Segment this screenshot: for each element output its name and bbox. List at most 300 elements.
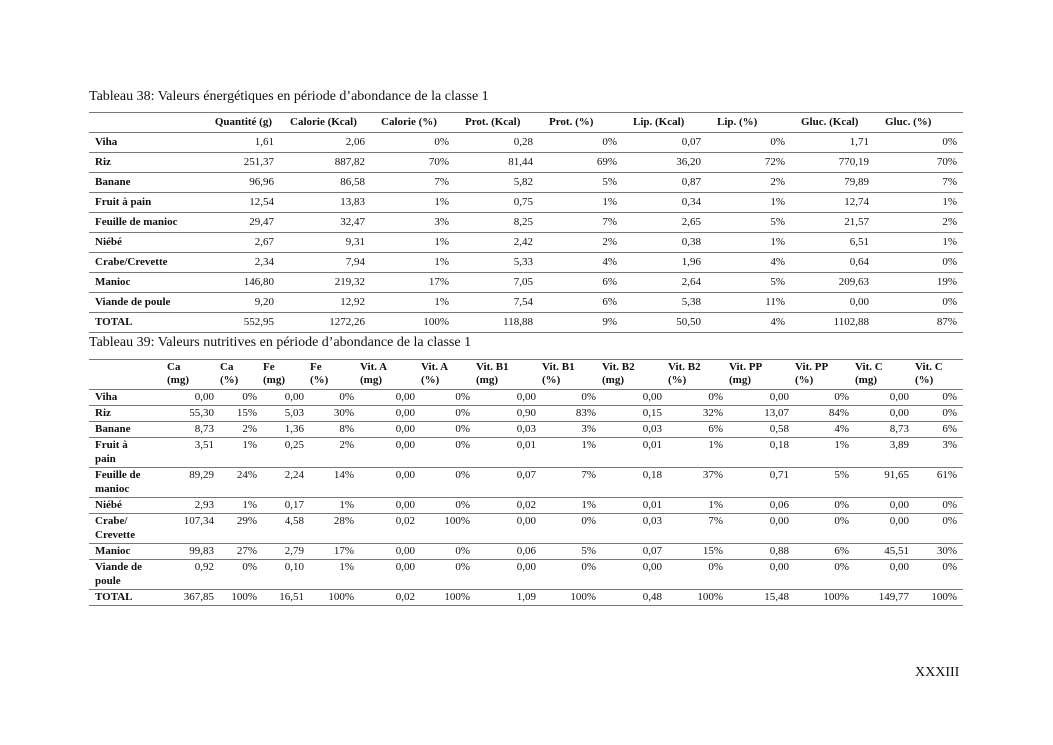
table-cell: 91,65: [884, 469, 909, 481]
table-cell: 0,71: [769, 469, 789, 481]
row-label: Feuille de manioc: [95, 216, 178, 228]
table-cell: 0,03: [642, 515, 662, 527]
table-cell: 0,00: [849, 296, 869, 308]
table-cell: 1%: [770, 196, 785, 208]
table-row: [89, 544, 963, 560]
column-header-line: (%): [220, 374, 239, 386]
table-cell: 0%: [708, 391, 723, 403]
column-header-line: Vit. A: [360, 361, 388, 373]
table-cell: 0,00: [889, 407, 909, 419]
column-header: [421, 360, 476, 390]
table-cell: 9%: [602, 316, 617, 328]
column-header: Quantité (g): [214, 116, 272, 128]
table-cell: 100%: [231, 591, 257, 603]
table-cell: 0%: [455, 561, 470, 573]
table-cell: 11%: [765, 296, 785, 308]
table-cell: 21,57: [844, 216, 869, 228]
table-cell: 1%: [339, 499, 354, 511]
table-cell: 2,65: [681, 216, 701, 228]
column-header-line: Vit. B1: [476, 361, 509, 373]
table-cell: 6,51: [849, 236, 869, 248]
table-cell: 13,83: [340, 196, 365, 208]
table-cell: 5%: [602, 176, 617, 188]
table-cell: 0,38: [681, 236, 701, 248]
table-cell: 0,07: [681, 136, 701, 148]
table-cell: 0,58: [769, 423, 789, 435]
column-header: [360, 360, 421, 390]
table-cell: 0%: [455, 439, 470, 451]
table-cell: 2%: [242, 423, 257, 435]
row-label-line: Crabe/: [95, 515, 128, 527]
table-cell: 0,01: [516, 439, 536, 451]
table-cell: 69%: [596, 156, 617, 168]
table-cell: 0,92: [194, 561, 214, 573]
table-cell: 0,00: [395, 469, 415, 481]
table-cell: 100%: [570, 591, 596, 603]
table-cell: 7,05: [513, 276, 533, 288]
table-cell: 0%: [942, 561, 957, 573]
table-cell: 0,00: [395, 561, 415, 573]
column-header: Prot. (Kcal): [465, 116, 521, 128]
table-cell: 1%: [434, 256, 449, 268]
table-cell: 5,38: [681, 296, 701, 308]
table-cell: 3%: [581, 423, 596, 435]
row-label: Banane: [95, 176, 131, 188]
table-cell: 2,06: [345, 136, 365, 148]
table-row: [89, 153, 963, 173]
table-cell: 0%: [455, 545, 470, 557]
column-header: [855, 360, 915, 390]
table-cell: 27%: [236, 545, 257, 557]
column-header: Lip. (%): [717, 116, 758, 128]
table-cell: 30%: [936, 545, 957, 557]
table-cell: 70%: [936, 156, 957, 168]
table-cell: 0%: [834, 391, 849, 403]
table-cell: 12,54: [249, 196, 274, 208]
table-row: [89, 233, 963, 253]
table-cell: 7%: [708, 515, 723, 527]
table-cell: 118,88: [503, 316, 533, 328]
column-header-line: (%): [310, 374, 329, 386]
table-row: [89, 253, 963, 273]
row-label: [89, 438, 167, 468]
table-cell: 5,82: [513, 176, 533, 188]
table-cell: 0,02: [395, 591, 415, 603]
row-label: TOTAL: [95, 316, 133, 328]
column-header: [602, 360, 668, 390]
table-cell: 0%: [942, 296, 957, 308]
column-header-line: (mg): [602, 374, 624, 386]
row-label-header: [89, 113, 201, 133]
table-cell: 5%: [770, 276, 785, 288]
table-cell: 1%: [242, 439, 257, 451]
row-label-line: Viha: [95, 391, 118, 403]
table-row: [89, 273, 963, 293]
table-cell: 1%: [581, 499, 596, 511]
table-cell: 1%: [942, 236, 957, 248]
table-cell: 28%: [333, 515, 354, 527]
table-cell: 0,00: [889, 561, 909, 573]
table-cell: 14%: [333, 469, 354, 481]
table-cell: 8,73: [889, 423, 909, 435]
table-cell: 0,00: [889, 515, 909, 527]
row-label: [89, 560, 167, 590]
table-cell: 24%: [236, 469, 257, 481]
column-header-line: Vit. B2: [668, 361, 701, 373]
row-label: Fruit à pain: [95, 196, 152, 208]
table-cell: 0%: [242, 391, 257, 403]
column-header-line: Vit. C: [915, 361, 943, 373]
table-cell: 0,00: [642, 391, 662, 403]
table-cell: 0%: [455, 423, 470, 435]
table-cell: 0,06: [516, 545, 536, 557]
table-cell: 0%: [834, 561, 849, 573]
table-cell: 7%: [581, 469, 596, 481]
table-cell: 2%: [942, 216, 957, 228]
column-header: [476, 360, 542, 390]
table-cell: 1,61: [254, 136, 274, 148]
column-header-line: (mg): [476, 374, 498, 386]
table-cell: 3%: [942, 439, 957, 451]
row-label: [89, 390, 167, 406]
column-header-line: Vit. B1: [542, 361, 575, 373]
table-cell: 84%: [828, 407, 849, 419]
table-cell: 0,03: [642, 423, 662, 435]
table-cell: 100%: [444, 591, 470, 603]
table-cell: 0%: [708, 561, 723, 573]
table-cell: 17%: [428, 276, 449, 288]
table-cell: 70%: [428, 156, 449, 168]
table-cell: 0,75: [513, 196, 533, 208]
row-label-line: Manioc: [95, 545, 131, 557]
table-cell: 0%: [581, 391, 596, 403]
table-cell: 0,00: [769, 561, 789, 573]
table-cell: 1,71: [849, 136, 869, 148]
table-cell: 9,31: [345, 236, 365, 248]
column-header: Lip. (Kcal): [633, 116, 685, 128]
row-label: [89, 468, 167, 498]
row-label-line: Feuille de: [95, 469, 141, 481]
row-label: Niébé: [95, 236, 122, 248]
column-header: [668, 360, 729, 390]
table-cell: 7%: [942, 176, 957, 188]
table-cell: 7%: [434, 176, 449, 188]
table-cell: 0,01: [642, 499, 662, 511]
table-row: [89, 498, 963, 514]
energy-values-table: [89, 112, 963, 333]
column-header-line: Vit. PP: [795, 361, 829, 373]
table-cell: 32,47: [340, 216, 365, 228]
table-cell: 50,50: [676, 316, 701, 328]
row-label-line: Crevette: [95, 529, 136, 541]
table-cell: 0,34: [681, 196, 701, 208]
table-cell: 19%: [936, 276, 957, 288]
table-cell: 0,00: [769, 515, 789, 527]
table-cell: 16,51: [279, 591, 304, 603]
table-cell: 7,54: [513, 296, 533, 308]
table-cell: 1,09: [516, 591, 536, 603]
table-cell: 17%: [333, 545, 354, 557]
table-cell: 45,51: [884, 545, 909, 557]
table-cell: 15%: [702, 545, 723, 557]
page-number: XXXIII: [915, 665, 960, 680]
row-label-line: TOTAL: [95, 591, 133, 603]
table-cell: 0,02: [395, 515, 415, 527]
table-cell: 2,34: [254, 256, 274, 268]
column-header: [263, 360, 310, 390]
table-cell: 1%: [834, 439, 849, 451]
column-header: [542, 360, 602, 390]
table-cell: 100%: [823, 591, 849, 603]
table-cell: 0,00: [889, 499, 909, 511]
table-cell: 0%: [942, 256, 957, 268]
table-cell: 1%: [339, 561, 354, 573]
table-cell: 107,34: [183, 515, 214, 527]
table-cell: 1%: [708, 439, 723, 451]
table-cell: 2%: [339, 439, 354, 451]
row-label-header: [89, 360, 167, 390]
table-cell: 8,25: [513, 216, 533, 228]
table-cell: 0%: [770, 136, 785, 148]
row-label-line: Viande de: [95, 561, 142, 573]
column-header: Prot. (%): [549, 116, 594, 128]
table-row: [89, 213, 963, 233]
column-header-line: (%): [915, 374, 934, 386]
table-cell: 5%: [770, 216, 785, 228]
row-label: Manioc: [95, 276, 131, 288]
table-cell: 3%: [434, 216, 449, 228]
row-label: [89, 544, 167, 560]
table-cell: 0%: [581, 561, 596, 573]
table-cell: 0,18: [769, 439, 789, 451]
row-label-line: Banane: [95, 423, 131, 435]
table-cell: 0%: [455, 407, 470, 419]
table-cell: 1%: [434, 236, 449, 248]
column-header-line: (%): [421, 374, 440, 386]
table-cell: 7%: [602, 216, 617, 228]
table-row: [89, 406, 963, 422]
table-cell: 6%: [708, 423, 723, 435]
table-cell: 0,00: [769, 391, 789, 403]
table-cell: 0%: [834, 499, 849, 511]
table-cell: 0,00: [395, 391, 415, 403]
table-cell: 12,92: [340, 296, 365, 308]
column-header-line: (mg): [855, 374, 877, 386]
table-cell: 2%: [602, 236, 617, 248]
table-cell: 0,25: [284, 439, 304, 451]
table-cell: 0%: [581, 515, 596, 527]
column-header-line: Ca: [220, 361, 234, 373]
table-cell: 8%: [339, 423, 354, 435]
column-header-line: Fe: [310, 361, 322, 373]
table-cell: 0,00: [194, 391, 214, 403]
row-label: [89, 498, 167, 514]
table-cell: 367,85: [183, 591, 214, 603]
table-cell: 2%: [770, 176, 785, 188]
table-cell: 1,36: [284, 423, 304, 435]
row-label: [89, 590, 167, 606]
table-cell: 32%: [702, 407, 723, 419]
table-cell: 1%: [581, 439, 596, 451]
table-cell: 99,83: [189, 545, 214, 557]
table-cell: 0%: [602, 136, 617, 148]
table-cell: 0,00: [395, 545, 415, 557]
table-cell: 29,47: [249, 216, 274, 228]
table-cell: 0%: [942, 136, 957, 148]
table-cell: 0,07: [516, 469, 536, 481]
row-label: [89, 422, 167, 438]
table-cell: 100%: [423, 316, 449, 328]
table-cell: 4%: [834, 423, 849, 435]
table-cell: 0%: [434, 136, 449, 148]
column-header-line: Vit. A: [421, 361, 449, 373]
table-cell: 1%: [434, 296, 449, 308]
table-cell: 0%: [339, 391, 354, 403]
table-cell: 0%: [834, 515, 849, 527]
table-cell: 1%: [708, 499, 723, 511]
table-cell: 1%: [434, 196, 449, 208]
table-cell: 83%: [575, 407, 596, 419]
column-header-line: (%): [542, 374, 561, 386]
table-cell: 55,30: [189, 407, 214, 419]
table-cell: 0%: [942, 407, 957, 419]
table-cell: 87%: [936, 316, 957, 328]
row-label: [89, 514, 167, 544]
table-cell: 0,02: [516, 499, 536, 511]
table-cell: 1,96: [681, 256, 701, 268]
table-cell: 887,82: [334, 156, 365, 168]
table-cell: 100%: [444, 515, 470, 527]
table-cell: 0,64: [849, 256, 869, 268]
table-cell: 0,00: [516, 391, 536, 403]
table-cell: 30%: [333, 407, 354, 419]
table-cell: 1102,88: [833, 316, 869, 328]
table-cell: 0,07: [642, 545, 662, 557]
table-38-caption: Tableau 38: Valeurs énergétiques en période d’abondance de la classe 1: [89, 89, 489, 104]
table-row: [89, 590, 963, 606]
table-cell: 0,00: [889, 391, 909, 403]
table-cell: 3,89: [889, 439, 909, 451]
table-cell: 0,48: [642, 591, 662, 603]
column-header-line: Ca: [167, 361, 181, 373]
row-label-line: manioc: [95, 483, 130, 495]
table-cell: 12,74: [844, 196, 869, 208]
table-cell: 100%: [931, 591, 957, 603]
table-cell: 5,33: [513, 256, 533, 268]
column-header-line: (mg): [167, 374, 189, 386]
table-row: [89, 173, 963, 193]
table-cell: 0%: [942, 391, 957, 403]
table-cell: 0,06: [769, 499, 789, 511]
row-label-line: Fruit à: [95, 439, 128, 451]
table-cell: 1%: [942, 196, 957, 208]
table-cell: 2,67: [254, 236, 274, 248]
row-label: Viha: [95, 136, 118, 148]
table-cell: 219,32: [334, 276, 365, 288]
table-cell: 552,95: [243, 316, 274, 328]
column-header-line: (%): [795, 374, 814, 386]
table-cell: 13,07: [764, 407, 789, 419]
row-label-line: Riz: [95, 407, 111, 419]
table-cell: 0,87: [681, 176, 701, 188]
table-cell: 0%: [455, 499, 470, 511]
table-cell: 209,63: [838, 276, 869, 288]
table-row: [89, 560, 963, 590]
table-row: [89, 313, 963, 333]
table-cell: 81,44: [508, 156, 533, 168]
column-header: Calorie (%): [381, 116, 437, 128]
table-cell: 0,00: [395, 439, 415, 451]
table-cell: 5%: [581, 545, 596, 557]
table-cell: 37%: [702, 469, 723, 481]
table-cell: 0,17: [284, 499, 304, 511]
row-label: Riz: [95, 156, 111, 168]
table-cell: 5%: [834, 469, 849, 481]
table-cell: 6%: [602, 276, 617, 288]
table-39-caption: Tableau 39: Valeurs nutritives en période d’abondance de la classe 1: [89, 335, 472, 350]
table-cell: 5,03: [284, 407, 304, 419]
column-header-line: (mg): [360, 374, 382, 386]
table-cell: 8,73: [194, 423, 214, 435]
column-header-line: Vit. C: [855, 361, 883, 373]
nutritive-values-table: [89, 359, 963, 606]
table-cell: 100%: [328, 591, 354, 603]
table-cell: 0,00: [284, 391, 304, 403]
table-cell: 0%: [242, 561, 257, 573]
column-header: Calorie (Kcal): [290, 116, 357, 128]
table-row: [89, 514, 963, 544]
column-header: [915, 360, 963, 390]
table-cell: 1272,26: [329, 316, 365, 328]
row-label: Crabe/Crevette: [95, 256, 168, 268]
table-cell: 0,00: [395, 423, 415, 435]
column-header: [310, 360, 360, 390]
table-cell: 0%: [942, 515, 957, 527]
table-cell: 0,00: [516, 561, 536, 573]
row-label: Viande de poule: [95, 296, 171, 308]
column-header-line: (mg): [729, 374, 751, 386]
table-row: [89, 468, 963, 498]
table-cell: 1%: [602, 196, 617, 208]
table-cell: 2,79: [284, 545, 304, 557]
table-cell: 146,80: [243, 276, 274, 288]
column-header: [795, 360, 855, 390]
column-header: Gluc. (%): [885, 116, 932, 128]
table-cell: 0,28: [513, 136, 533, 148]
table-cell: 7,94: [345, 256, 365, 268]
column-header-line: Fe: [263, 361, 275, 373]
table-row: [89, 390, 963, 406]
table-cell: 0,10: [284, 561, 304, 573]
table-row: [89, 193, 963, 213]
table-cell: 96,96: [249, 176, 274, 188]
table-cell: 2,42: [513, 236, 533, 248]
table-header-row: [89, 113, 963, 133]
table-cell: 0,01: [642, 439, 662, 451]
table-cell: 1%: [770, 236, 785, 248]
table-cell: 0,00: [516, 515, 536, 527]
table-cell: 0%: [455, 469, 470, 481]
column-header-line: Vit. PP: [729, 361, 763, 373]
row-label-line: Niébé: [95, 499, 122, 511]
table-cell: 0,00: [395, 407, 415, 419]
table-row: [89, 293, 963, 313]
table-header-row: [89, 360, 963, 390]
column-header: [729, 360, 795, 390]
table-cell: 0,15: [642, 407, 662, 419]
table-cell: 36,20: [676, 156, 701, 168]
column-header: [220, 360, 263, 390]
